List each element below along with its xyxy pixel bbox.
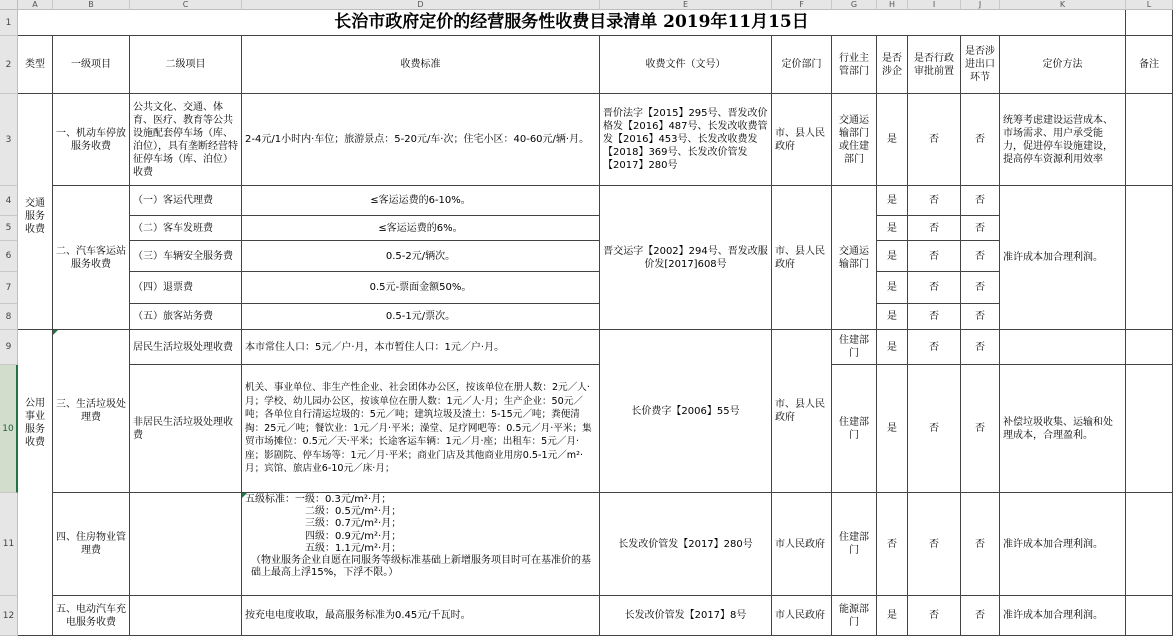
header-industry-dept[interactable]: 行业主管部门	[832, 36, 877, 94]
property-involves-enterprise[interactable]: 否	[877, 493, 908, 596]
bus-method[interactable]: 准许成本加合理利润。	[1000, 186, 1126, 330]
header-import-export[interactable]: 是否涉进出口环节	[961, 36, 1000, 94]
ev-remarks[interactable]	[1126, 596, 1173, 636]
header-method[interactable]: 定价方法	[1000, 36, 1126, 94]
column-header-l[interactable]: L	[1126, 0, 1173, 10]
bus-item-admin-approval[interactable]: 否	[908, 241, 961, 272]
r10-remarks[interactable]	[1126, 365, 1173, 493]
property-level2[interactable]	[130, 493, 242, 596]
r3-admin-approval[interactable]: 否	[908, 94, 961, 186]
bus-document[interactable]: 晋交运字【2002】294号、晋发改服价发[2017]608号	[600, 186, 772, 330]
r3-document[interactable]: 晋价法字【2015】295号、晋发改价格发【2016】487号、长发改收费管发【2016】453号、长发改收费发【2018】369号、长发改价管发【2017】280号	[600, 94, 772, 186]
bus-dept[interactable]: 市、县人民政府	[772, 186, 832, 330]
property-standard[interactable]	[242, 493, 600, 596]
property-level1[interactable]: 四、住房物业管理费	[53, 493, 130, 596]
property-remarks[interactable]	[1126, 493, 1173, 596]
column-header-g[interactable]: G	[832, 0, 877, 10]
header-level1[interactable]: 一级项目	[53, 36, 130, 94]
bus-item-involves-enterprise[interactable]: 是	[877, 241, 908, 272]
r9-standard[interactable]: 本市常住人口：5元／户·月，本市暂住人口：1元／户·月。	[242, 330, 600, 365]
ev-standard[interactable]: 按充电电度收取，最高服务标准为0.45元/千瓦时。	[242, 596, 600, 636]
bus-item-import-export[interactable]: 否	[961, 216, 1000, 241]
r10-level2[interactable]: 非居民生活垃圾处理收费	[130, 365, 242, 493]
empty-cell[interactable]	[1126, 10, 1173, 36]
row-header-12[interactable]: 12	[0, 596, 18, 636]
r9-admin-approval[interactable]: 否	[908, 330, 961, 365]
r9-industry-dept[interactable]: 住建部门	[832, 330, 877, 365]
column-header-a[interactable]: A	[18, 0, 53, 10]
header-involves-enterprise[interactable]: 是否涉企	[877, 36, 908, 94]
column-header-c[interactable]: C	[130, 0, 242, 10]
property-import-export[interactable]: 否	[961, 493, 1000, 596]
column-header-j[interactable]: J	[961, 0, 1000, 10]
category-traffic[interactable]	[18, 94, 53, 330]
garbage-level1[interactable]: 三、生活垃圾处理费	[53, 330, 130, 493]
bus-item-admin-approval[interactable]: 否	[908, 216, 961, 241]
ev-document[interactable]: 长发改价管发【2017】8号	[600, 596, 772, 636]
garbage-dept[interactable]: 市、县人民政府	[772, 330, 832, 493]
r3-method[interactable]: 统筹考虑建设运营成本、市场需求、用户承受能力，促进停车设施建设，提高停车资源利用效率	[1000, 94, 1126, 186]
r10-import-export[interactable]: 否	[961, 365, 1000, 493]
bus-industry-dept[interactable]: 交通运输部门	[832, 186, 877, 330]
r10-standard[interactable]: 机关、事业单位、非生产性企业、社会团体办公区，按该单位在册人数：2元／人·月；学校、幼儿园办公区，按该单位在册人数：1元／人·月；生产企业：50元／吨；各单位自行清运垃圾的：5元／吨；建筑垃圾及渣土：5-15元／吨；粪便清掏：25元／吨；餐饮业：1元／月·平米；澡堂、足疗网吧等：0.5元／月·平米；集贸市场摊位：0.5元／天·平米；长途客运车辆：1元／月·座；出租车：5元／月·座；影剧院、停车场等：1元／月·平米；商业门店及其他商业用房0.5-1元／m²·月；宾馆、旅店业6-10元／床·月；	[242, 365, 600, 493]
r9-involves-enterprise[interactable]: 是	[877, 330, 908, 365]
select-all-corner[interactable]	[0, 0, 18, 10]
r3-involves-enterprise[interactable]: 是	[877, 94, 908, 186]
bus-item-level2[interactable]: （五）旅客站务费	[130, 304, 242, 330]
property-document[interactable]: 长发改价管发【2017】280号	[600, 493, 772, 596]
ev-admin-approval[interactable]: 否	[908, 596, 961, 636]
bus-item-standard[interactable]: ≤客运运费的6-10%。	[242, 186, 600, 216]
r9-import-export[interactable]: 否	[961, 330, 1000, 365]
bus-item-involves-enterprise[interactable]: 是	[877, 186, 908, 216]
bus-item-admin-approval[interactable]: 否	[908, 304, 961, 330]
bus-item-involves-enterprise[interactable]: 是	[877, 216, 908, 241]
bus-item-admin-approval[interactable]: 否	[908, 186, 961, 216]
property-standard-line: 五级标准：一级：0.3元/m²·月；	[245, 494, 392, 505]
header-dept[interactable]: 定价部门	[772, 36, 832, 94]
bus-item-import-export[interactable]: 否	[961, 272, 1000, 304]
property-standard-line: 五级：1.1元/m²·月；	[305, 542, 402, 554]
ev-involves-enterprise[interactable]: 是	[877, 596, 908, 636]
property-standard-note: （物业服务企业自愿在同服务等级标准基础上新增服务项目时可在基准价的基础上最高上浮15%，下浮不限。）	[251, 555, 591, 579]
row-header-9[interactable]: 9	[0, 330, 18, 365]
property-standard-line: 三级：0.7元/m²·月；	[305, 518, 402, 530]
bus-item-standard[interactable]: 0.5-2元/辆次。	[242, 241, 600, 272]
r9-remarks[interactable]	[1126, 330, 1173, 365]
property-industry-dept[interactable]: 住建部门	[832, 493, 877, 596]
row-header-4[interactable]: 4	[0, 186, 18, 216]
column-header-k[interactable]: K	[1000, 0, 1126, 10]
category-public[interactable]	[18, 330, 53, 636]
row-header-11[interactable]: 11	[0, 493, 18, 596]
bus-remarks[interactable]	[1126, 186, 1173, 330]
property-standard-line: 四级：0.9元/m²·月；	[305, 530, 402, 542]
header-level2[interactable]: 二级项目	[130, 36, 242, 94]
ev-import-export[interactable]: 否	[961, 596, 1000, 636]
bus-item-involves-enterprise[interactable]: 是	[877, 304, 908, 330]
column-header-h[interactable]: H	[877, 0, 908, 10]
bus-item-involves-enterprise[interactable]: 是	[877, 272, 908, 304]
column-header-e[interactable]: E	[600, 0, 772, 10]
r3-level2[interactable]: 公共文化、交通、体育、医疗、教育等公共设施配套停车场（库、泊位），具有垄断经营特征停车场（库、泊位）收费	[130, 94, 242, 186]
row-header-3[interactable]: 3	[0, 94, 18, 186]
sheet-title[interactable]: 长治市政府定价的经营服务性收费目录清单 2019年11月15日	[18, 10, 1126, 36]
bus-item-level2[interactable]: （二）客车发班费	[130, 216, 242, 241]
row-header-1[interactable]: 1	[0, 10, 18, 36]
row-header-7[interactable]: 7	[0, 272, 18, 304]
column-header-f[interactable]: F	[772, 0, 832, 10]
row-header-2[interactable]: 2	[0, 36, 18, 94]
column-header-d[interactable]: D	[242, 0, 600, 10]
bus-item-standard[interactable]: ≤客运运费的6%。	[242, 216, 600, 241]
property-standard-line: 二级：0.5元/m²·月；	[305, 506, 402, 518]
r3-remarks[interactable]	[1126, 94, 1173, 186]
r10-involves-enterprise[interactable]: 是	[877, 365, 908, 493]
row-header-8[interactable]: 8	[0, 304, 18, 330]
header-document[interactable]: 收费文件（文号）	[600, 36, 772, 94]
ev-dept[interactable]: 市人民政府	[772, 596, 832, 636]
bus-item-level2[interactable]: （四）退票费	[130, 272, 242, 304]
bus-item-import-export[interactable]: 否	[961, 186, 1000, 216]
category-traffic-text: 交通服务收费	[25, 198, 45, 235]
r10-method[interactable]: 补偿垃圾收集、运输和处理成本，合理盈利。	[1000, 365, 1126, 493]
bus-item-standard[interactable]: 0.5元-票面金额50%。	[242, 272, 600, 304]
property-dept[interactable]: 市人民政府	[772, 493, 832, 596]
garbage-document[interactable]: 长价费字【2006】55号	[600, 330, 772, 493]
ev-industry-dept[interactable]: 能源部门	[832, 596, 877, 636]
r3-industry-dept[interactable]: 交通运输部门或住建部门	[832, 94, 877, 186]
column-header-i[interactable]: I	[908, 0, 961, 10]
comment-indicator	[242, 493, 247, 498]
row-header-10[interactable]: 10	[0, 365, 18, 493]
header-type[interactable]: 类型	[18, 36, 53, 94]
bus-level1[interactable]: 二、汽车客运站服务收费	[53, 186, 130, 330]
header-admin-approval[interactable]: 是否行政审批前置	[908, 36, 961, 94]
r3-dept[interactable]: 市、县人民政府	[772, 94, 832, 186]
r10-industry-dept[interactable]: 住建部门	[832, 365, 877, 493]
property-admin-approval[interactable]: 否	[908, 493, 961, 596]
bus-item-level2[interactable]: （一）客运代理费	[130, 186, 242, 216]
bus-item-standard[interactable]: 0.5-1元/票次。	[242, 304, 600, 330]
header-standard[interactable]: 收费标准	[242, 36, 600, 94]
column-header-b[interactable]: B	[53, 0, 130, 10]
bus-item-import-export[interactable]: 否	[961, 241, 1000, 272]
header-remarks[interactable]: 备注	[1126, 36, 1173, 94]
ev-method[interactable]: 准许成本加合理利润。	[1000, 596, 1126, 636]
category-public-text: 公用事业服务收费	[25, 397, 45, 448]
r3-import-export[interactable]: 否	[961, 94, 1000, 186]
bus-item-admin-approval[interactable]: 否	[908, 272, 961, 304]
property-method[interactable]: 准许成本加合理利润。	[1000, 493, 1126, 596]
ev-level1[interactable]: 五、电动汽车充电服务收费	[53, 596, 130, 636]
row-header-6[interactable]: 6	[0, 241, 18, 272]
r3-standard[interactable]: 2-4元/1小时内·车位；旅游景点：5-20元/车·次；住宅小区：40-60元/辆·月。	[242, 94, 600, 186]
ev-level2[interactable]	[130, 596, 242, 636]
r9-level2[interactable]: 居民生活垃圾处理收费	[130, 330, 242, 365]
r3-level1[interactable]: 一、机动车停放服务收费	[53, 94, 130, 186]
bus-item-import-export[interactable]: 否	[961, 304, 1000, 330]
row-header-5[interactable]: 5	[0, 216, 18, 241]
bus-item-level2[interactable]: （三）车辆安全服务费	[130, 241, 242, 272]
r10-admin-approval[interactable]: 否	[908, 365, 961, 493]
r9-method[interactable]	[1000, 330, 1126, 365]
